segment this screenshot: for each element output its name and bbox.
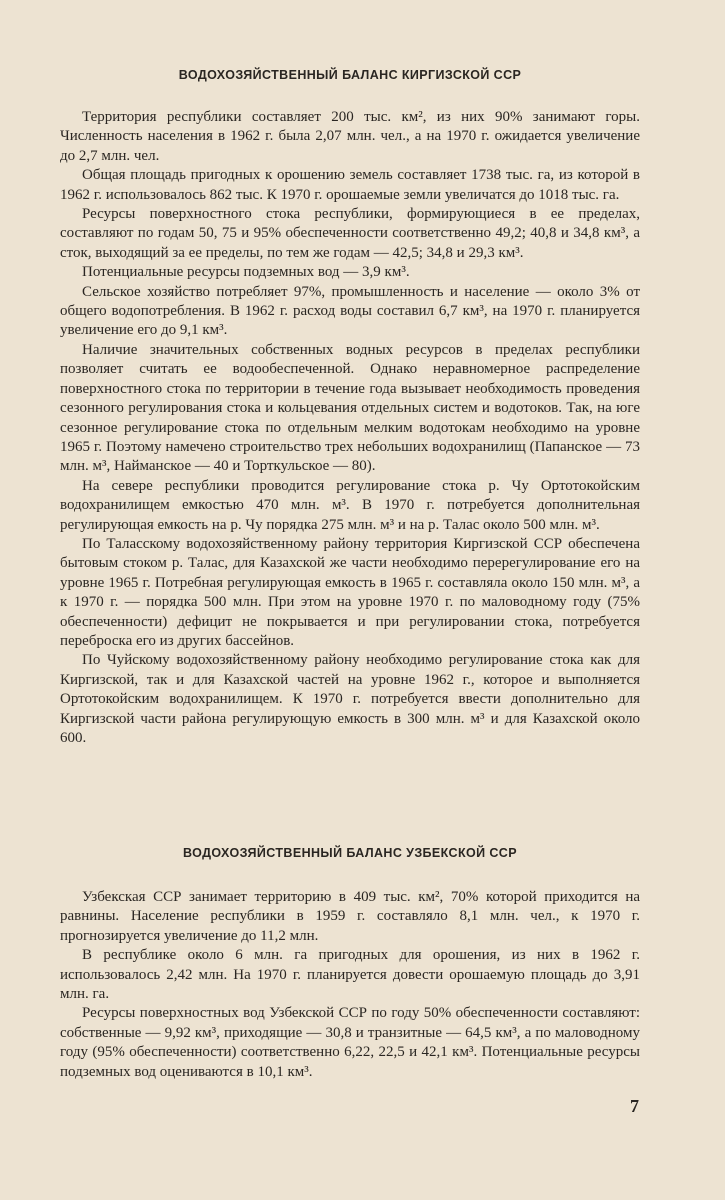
section-title: ВОДОХОЗЯЙСТВЕННЫЙ БАЛАНС УЗБЕКСКОЙ ССР bbox=[183, 846, 517, 860]
paragraph: По Чуйскому водохозяйственному району необходимо регулирование стока как для Киргизской, так и для Казахской частей на уровне 1962 г., которое и выполняется Ортотокойским водохранилищем. К 1970 г. потребуется ввести дополнительно для Киргизской части района регулирующую емкость в 300 млн. м³ и для Казахской около 600. bbox=[60, 652, 640, 746]
paragraph: Узбекская ССР занимает территорию в 409 тыс. км², 70% которой приходится на равнины. Население республики в 1959 г. составляло 8,1 млн. чел., к 1970 г. прогнозируется увеличение до 11,2 млн. bbox=[60, 889, 640, 944]
page-number: 7 bbox=[630, 1096, 639, 1116]
paragraph: По Таласскому водохозяйственному району территория Киргизской ССР обеспечена бытовым стоком р. Талас, для Казахской же части необходимо перерегулирование его на уровне 1965 г. Потребная регулирующая емкость в 1965 г. составляла около 150 млн. м³, а к 1970 г. — порядка 500 млн. При этом на уровне 1970 г. по маловодному году (75% обеспеченности) дефицит не покрывается и при регулировании стока, потребуется переброска его из других бассейнов. bbox=[60, 535, 640, 649]
paragraph: Потенциальные ресурсы подземных вод — 3,9 км³. bbox=[82, 264, 410, 281]
paragraph: Ресурсы поверхностных вод Узбекской ССР по году 50% обеспеченности составляют: собственные — 9,92 км³, приходящие — 30,8 и транзитные — 64,5 км³, а по маловодному году (95% обеспеченности) соответственно 6,22, 22,5 и 42,1 км³. Потенциальные ресурсы подземных вод оцениваются в 10,1 км³. bbox=[60, 1005, 640, 1080]
paragraph: Наличие значительных собственных водных ресурсов в пределах республики позволяет считать ее водообеспеченной. Однако неравномерное распределение поверхностного стока по территории в течение года вызывает необходимость проведения сезонного регулирования стока и кольцевания отдельных систем и водотоков. Так, на юге сезонное регулирование стока по отдельным мелким водотокам необходимо на уровне 1965 г. Поэтому намечено строительство трех небольших водохранилищ (Папанское — 73 млн. м³, Найманское — 40 и Торткульское — 80). bbox=[60, 341, 640, 475]
paragraph: Ресурсы поверхностного стока республики, формирующиеся в ее пределах, составляют по годам 50, 75 и 95% обеспеченности соответственно 49,2; 40,8 и 34,8 км³, а сток, выходящий за ее пределы, по тем же годам — 42,5; 34,8 и 29,3 км³. bbox=[60, 206, 640, 261]
paragraph: На севере республики проводится регулирование стока р. Чу Ортотокойским водохранилищем емкостью 470 млн. м³. В 1970 г. потребуется дополнительная регулирующая емкость на р. Чу порядка 275 млн. м³ и на р. Талас около 500 млн. м³. bbox=[60, 477, 640, 533]
section-kyrgyz bbox=[60, 68, 640, 748]
section-uzbek bbox=[60, 846, 640, 1082]
section-title: ВОДОХОЗЯЙСТВЕННЫЙ БАЛАНС КИРГИЗСКОЙ ССР bbox=[178, 68, 522, 82]
paragraph: Территория республики составляет 200 тыс. км², из них 90% занимают горы. Численность населения в 1962 г. была 2,07 млн. чел., а на 1970 г. ожидается увеличение до 2,7 млн. чел. bbox=[60, 109, 640, 164]
paragraph: Сельское хозяйство потребляет 97%, промышленность и население — около 3% от общего водопотребления. В 1962 г. расход воды составил 6,7 км³, на 1970 г. планируется увеличение его до 9,1 км³. bbox=[60, 283, 640, 339]
paragraph: Общая площадь пригодных к орошению земель составляет 1738 тыс. га, из которой в 1962 г. использовалось 862 тыс. К 1970 г. орошаемые земли увеличатся до 1018 тыс. га. bbox=[60, 167, 640, 203]
paragraph: В республике около 6 млн. га пригодных для орошения, из них в 1962 г. использовалось 2,42 млн. На 1970 г. планируется довести орошаемую площадь до 3,91 млн. га. bbox=[60, 947, 640, 1003]
